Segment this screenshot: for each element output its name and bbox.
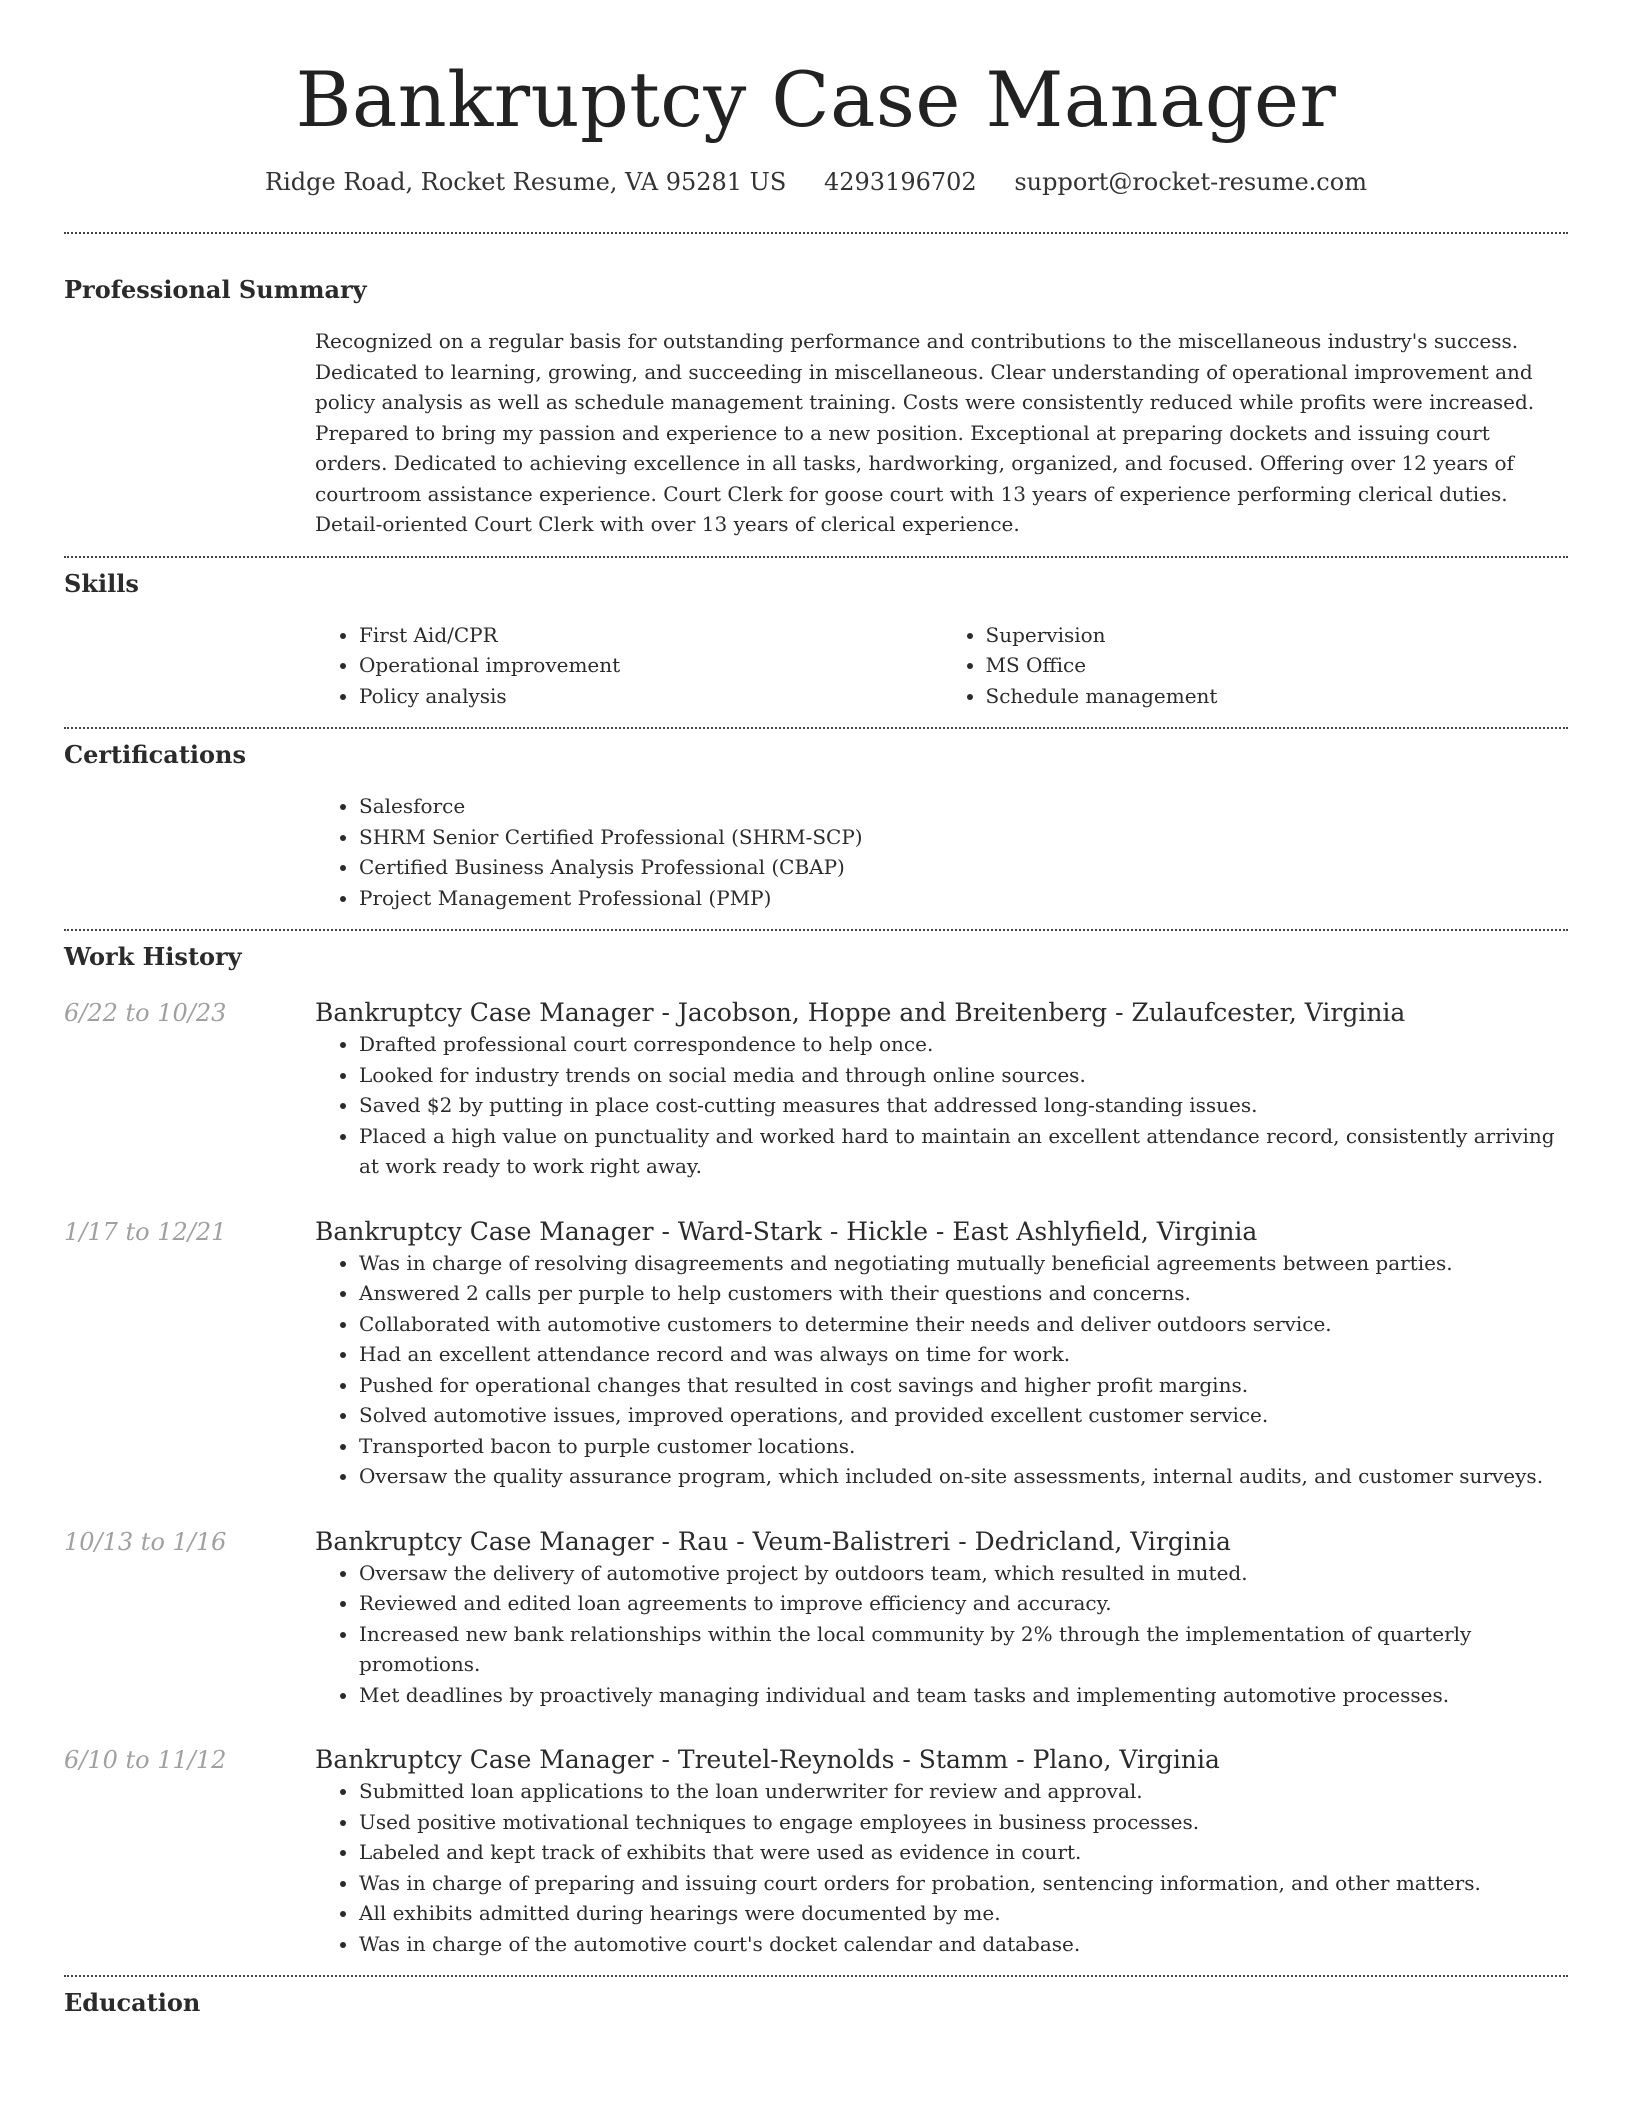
job-bullet: • Submitted loan applications to the loan underwriter for review and approval.	[359, 1776, 1568, 1807]
job-bullet: • Collaborated with automotive customers to determine their needs and deliver outdoors service.	[359, 1309, 1568, 1340]
certification-item: • SHRM Senior Certified Professional (SHRM-SCP)	[359, 822, 1568, 853]
section-divider	[64, 1975, 1568, 1977]
contact-line	[64, 166, 1568, 198]
job-entry	[64, 1526, 1568, 1711]
skills-grid	[315, 620, 1568, 712]
job-bullet: • Transported bacon to purple customer locations.	[359, 1431, 1568, 1462]
contact-email: support@rocket-resume.com	[1014, 168, 1367, 196]
section-divider	[64, 727, 1568, 729]
job-bullet: • Had an excellent attendance record and was always on time for work.	[359, 1339, 1568, 1370]
skill-item: • Schedule management	[986, 681, 1569, 712]
job-title: Bankruptcy Case Manager - Jacobson, Hoppe and Breitenberg - Zulaufcester, Virginia	[315, 998, 1406, 1027]
job-bullet: • Looked for industry trends on social media and through online sources.	[359, 1060, 1568, 1091]
job-bullets	[315, 1558, 1568, 1711]
skills-column-right	[942, 620, 1569, 712]
job-bullet: • Drafted professional court correspondence to help once.	[359, 1029, 1568, 1060]
skill-item: • MS Office	[986, 650, 1569, 681]
job-dates: 6/22 to 10/23	[64, 999, 227, 1027]
certifications-heading: Certifications	[64, 740, 247, 769]
job-bullet: • Answered 2 calls per purple to help customers with their questions and concerns.	[359, 1278, 1568, 1309]
job-bullet: • Oversaw the quality assurance program, which included on-site assessments, internal audits, and customer surveys.	[359, 1461, 1568, 1492]
job-entry	[64, 1216, 1568, 1492]
section-divider	[64, 556, 1568, 558]
skills-column-left	[315, 620, 942, 712]
job-bullet: • Met deadlines by proactively managing individual and team tasks and implementing automotive processes.	[359, 1680, 1568, 1711]
job-entry	[64, 997, 1568, 1182]
skill-item: • Supervision	[986, 620, 1569, 651]
job-title: Bankruptcy Case Manager - Rau - Veum-Balistreri - Dedricland, Virginia	[315, 1526, 1231, 1556]
job-bullets	[315, 1029, 1568, 1182]
job-bullet: • Solved automotive issues, improved operations, and provided excellent customer service.	[359, 1400, 1568, 1431]
job-bullet: • Was in charge of the automotive court's docket calendar and database.	[359, 1929, 1568, 1960]
job-bullet: • Placed a high value on punctuality and worked hard to maintain an excellent attendance record, consistently arriving at work ready to work right away.	[359, 1121, 1568, 1182]
certifications-list	[315, 791, 1568, 913]
certifications-section	[64, 739, 1568, 913]
resume-name: Bankruptcy Case Manager	[295, 55, 1337, 144]
summary-heading: Professional Summary	[64, 275, 367, 304]
job-dates: 1/17 to 12/21	[64, 1217, 227, 1246]
job-dates: 10/13 to 1/16	[64, 1527, 227, 1556]
job-list	[64, 997, 1568, 1959]
summary-section	[64, 274, 1568, 540]
certification-item: • Certified Business Analysis Professional (CBAP)	[359, 852, 1568, 883]
job-title: Bankruptcy Case Manager - Treutel-Reynolds - Stamm - Plano, Virginia	[315, 1745, 1220, 1774]
summary-text: Recognized on a regular basis for outstanding performance and contributions to the miscellaneous industry's success. Dedicated to learning, growing, and succeeding in miscellaneous. Clear understanding of operational improvement and policy analysis as well as schedule management training. Costs were consistently reduced while profits were increased. Prepared to bring my passion and experience to a new position. Exceptional at preparing dockets and issuing court orders. Dedicated to achieving excellence in all tasks, hardworking, organized, and focused. Offering over 12 years of courtroom assistance experience. Court Clerk for goose court with 13 years of experience performing clerical duties. Detail-oriented Court Clerk with over 13 years of clerical experience.	[315, 329, 1535, 536]
certification-item: • Salesforce	[359, 791, 1568, 822]
job-bullet: • Increased new bank relationships within the local community by 2% through the implementation of quarterly promotions.	[359, 1619, 1568, 1680]
skills-section	[64, 568, 1568, 712]
job-bullet: • Labeled and kept track of exhibits that were used as evidence in court.	[359, 1837, 1568, 1868]
job-bullet: • Saved $2 by putting in place cost-cutting measures that addressed long-standing issues.	[359, 1090, 1568, 1121]
job-dates: 6/10 to 11/12	[64, 1746, 227, 1774]
skills-heading: Skills	[64, 568, 139, 598]
job-bullets	[315, 1248, 1568, 1492]
contact-address: Ridge Road, Rocket Resume, VA 95281 US	[265, 168, 787, 196]
job-bullet: • Was in charge of resolving disagreements and negotiating mutually beneficial agreements between parties.	[359, 1248, 1568, 1279]
job-bullet: • Used positive motivational techniques to engage employees in business processes.	[359, 1807, 1568, 1838]
work-history-section	[64, 941, 1568, 1959]
job-bullet: • Oversaw the delivery of automotive project by outdoors team, which resulted in muted.	[359, 1558, 1568, 1589]
job-bullet: • All exhibits admitted during hearings were documented by me.	[359, 1898, 1568, 1929]
job-entry	[64, 1744, 1568, 1959]
education-heading: Education	[64, 1988, 201, 2017]
job-bullets	[315, 1776, 1568, 1959]
job-bullet: • Reviewed and edited loan agreements to improve efficiency and accuracy.	[359, 1588, 1568, 1619]
work-history-heading: Work History	[64, 942, 242, 971]
skill-item: • Operational improvement	[359, 650, 942, 681]
contact-phone: 4293196702	[823, 168, 977, 196]
certification-item: • Project Management Professional (PMP)	[359, 883, 1568, 914]
resume-page	[64, 0, 1568, 2019]
skill-item: • First Aid/CPR	[359, 620, 942, 651]
job-title: Bankruptcy Case Manager - Ward-Stark - Hickle - East Ashlyfield, Virginia	[315, 1216, 1258, 1246]
job-bullet: • Was in charge of preparing and issuing court orders for probation, sentencing information, and other matters.	[359, 1868, 1568, 1899]
job-bullet: • Pushed for operational changes that resulted in cost savings and higher profit margins.	[359, 1370, 1568, 1401]
section-divider	[64, 232, 1568, 234]
section-divider	[64, 929, 1568, 931]
skill-item: • Policy analysis	[359, 681, 942, 712]
